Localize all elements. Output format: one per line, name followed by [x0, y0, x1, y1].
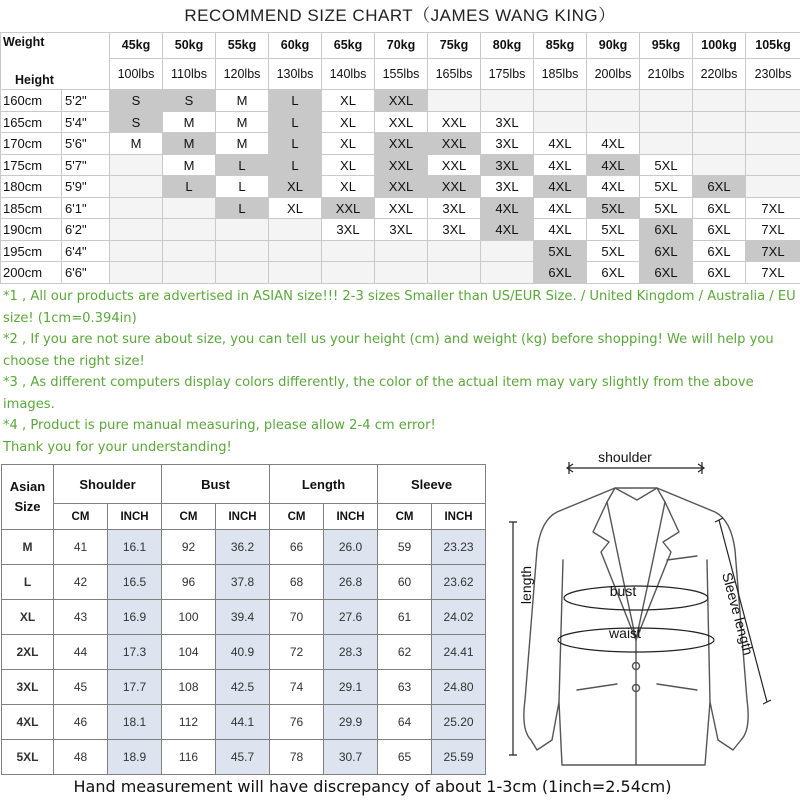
size-cell — [375, 262, 428, 284]
measure-size-cell: 2XL — [2, 635, 54, 670]
size-cell: 6XL — [640, 240, 693, 262]
weight-lbs-header: 185lbs — [534, 58, 587, 90]
cm-value-cell: 44 — [54, 635, 108, 670]
weight-lbs-header: 220lbs — [693, 58, 746, 90]
size-cell — [587, 90, 640, 112]
size-row — [1, 262, 800, 284]
weight-kg-header: 100kg — [693, 33, 746, 59]
size-cell — [640, 90, 693, 112]
weight-kg-header: 70kg — [375, 33, 428, 59]
inch-value-cell: 40.9 — [216, 635, 270, 670]
weight-kg-header: 95kg — [640, 33, 693, 59]
height-ft-cell: 6'6" — [62, 262, 110, 284]
size-cell: 4XL — [534, 154, 587, 176]
size-cell: 4XL — [534, 133, 587, 155]
size-cell: 6XL — [640, 262, 693, 284]
size-cell: 7XL — [746, 219, 800, 241]
size-chart-table — [0, 32, 800, 284]
cm-value-cell: 112 — [162, 705, 216, 740]
size-cell: 7XL — [746, 240, 800, 262]
size-cell: 6XL — [640, 219, 693, 241]
size-cell — [746, 90, 800, 112]
size-cell — [534, 90, 587, 112]
size-cell: XXL — [428, 111, 481, 133]
inch-value-cell: 25.59 — [432, 740, 486, 775]
size-cell: M — [163, 154, 216, 176]
size-cell — [428, 262, 481, 284]
footer-note: Hand measurement will have discrepancy of about 1-3cm (1inch=2.54cm) — [73, 777, 672, 796]
size-cell — [110, 176, 163, 198]
height-ft-cell: 6'1" — [62, 197, 110, 219]
size-cell — [746, 176, 800, 198]
weight-lbs-header: 100lbs — [110, 58, 163, 90]
measure-size-cell: 4XL — [2, 705, 54, 740]
cm-value-cell: 42 — [54, 565, 108, 600]
measure-row — [2, 565, 486, 600]
size-cell — [163, 240, 216, 262]
inch-value-cell: 24.41 — [432, 635, 486, 670]
cm-value-cell: 96 — [162, 565, 216, 600]
size-cell: 3XL — [375, 219, 428, 241]
inch-value-cell: 27.6 — [324, 600, 378, 635]
size-cell: XL — [322, 176, 375, 198]
size-cell: XL — [322, 111, 375, 133]
measure-group-header: Sleeve — [378, 465, 486, 504]
size-cell — [375, 240, 428, 262]
size-row — [1, 133, 800, 155]
size-cell — [693, 133, 746, 155]
inch-value-cell: 17.7 — [108, 670, 162, 705]
size-row — [1, 240, 800, 262]
height-ft-cell: 5'4" — [62, 111, 110, 133]
size-cell: M — [216, 133, 269, 155]
corner-weight-label: Weight — [3, 35, 45, 49]
size-cell — [693, 111, 746, 133]
size-cell: M — [163, 111, 216, 133]
corner-cell — [1, 33, 110, 90]
measure-group-header-row — [2, 465, 486, 504]
weight-lbs-header: 230lbs — [746, 58, 800, 90]
size-cell: XXL — [375, 176, 428, 198]
size-cell: XXL — [428, 176, 481, 198]
weight-kg-header: 90kg — [587, 33, 640, 59]
size-cell: L — [216, 154, 269, 176]
size-cell — [216, 240, 269, 262]
height-cm-cell: 200cm — [1, 262, 62, 284]
cm-value-cell: 65 — [378, 740, 432, 775]
size-cell: 3XL — [322, 219, 375, 241]
measurement-table — [1, 464, 486, 775]
weight-kg-header: 65kg — [322, 33, 375, 59]
cm-value-cell: 76 — [270, 705, 324, 740]
jacket-collar — [607, 488, 665, 640]
height-cm-cell: 160cm — [1, 90, 62, 112]
note-4: *4 , Product is pure manual measuring, please allow 2-4 cm error! — [3, 418, 436, 433]
weight-lbs-header: 155lbs — [375, 58, 428, 90]
size-cell: 6XL — [693, 219, 746, 241]
cm-value-cell: 100 — [162, 600, 216, 635]
weight-lbs-header: 120lbs — [216, 58, 269, 90]
size-cell: M — [216, 90, 269, 112]
inch-value-cell: 28.3 — [324, 635, 378, 670]
size-cell: 5XL — [587, 240, 640, 262]
size-cell: 4XL — [534, 219, 587, 241]
measure-size-cell: L — [2, 565, 54, 600]
weight-lbs-header: 175lbs — [481, 58, 534, 90]
inch-value-cell: 24.02 — [432, 600, 486, 635]
size-cell: XL — [322, 133, 375, 155]
weight-kg-header: 105kg — [746, 33, 800, 59]
size-cell — [640, 133, 693, 155]
size-cell: 5XL — [587, 219, 640, 241]
weight-lbs-header: 140lbs — [322, 58, 375, 90]
size-cell — [110, 154, 163, 176]
cm-value-cell: 60 — [378, 565, 432, 600]
size-cell: 4XL — [534, 197, 587, 219]
size-cell — [110, 240, 163, 262]
size-cell: XL — [322, 90, 375, 112]
size-cell: 6XL — [587, 262, 640, 284]
cm-value-cell: 78 — [270, 740, 324, 775]
size-cell: 3XL — [481, 154, 534, 176]
size-cell — [216, 262, 269, 284]
size-cell: 5XL — [640, 176, 693, 198]
weight-kg-header: 80kg — [481, 33, 534, 59]
measure-row — [2, 600, 486, 635]
unit-cm-header: CM — [378, 504, 432, 530]
height-cm-cell: 175cm — [1, 154, 62, 176]
size-cell: S — [163, 90, 216, 112]
cm-value-cell: 62 — [378, 635, 432, 670]
inch-value-cell: 18.1 — [108, 705, 162, 740]
size-cell: 3XL — [481, 133, 534, 155]
size-cell — [481, 240, 534, 262]
size-cell: M — [216, 111, 269, 133]
jacket-lapel — [593, 502, 679, 640]
weight-kg-row — [1, 33, 800, 59]
cm-value-cell: 74 — [270, 670, 324, 705]
measure-unit-row — [2, 504, 486, 530]
inch-value-cell: 24.80 — [432, 670, 486, 705]
weight-kg-header: 60kg — [269, 33, 322, 59]
cm-value-cell: 104 — [162, 635, 216, 670]
inch-value-cell: 26.8 — [324, 565, 378, 600]
note-2: *2 , If you are not sure about size, you can tell us your height (cm) and weight (kg) before shopping! We will help you choose the right size! — [3, 332, 774, 369]
size-cell: L — [269, 90, 322, 112]
size-cell: 3XL — [481, 111, 534, 133]
unit-cm-header: CM — [270, 504, 324, 530]
size-cell: 4XL — [481, 197, 534, 219]
size-cell — [322, 240, 375, 262]
notes — [3, 286, 798, 458]
measure-size-cell: XL — [2, 600, 54, 635]
size-cell — [110, 197, 163, 219]
size-cell: S — [110, 111, 163, 133]
unit-inch-header: INCH — [324, 504, 378, 530]
size-cell: 3XL — [428, 197, 481, 219]
length-label: length — [518, 565, 534, 605]
size-cell — [534, 111, 587, 133]
weight-kg-header: 55kg — [216, 33, 269, 59]
size-row — [1, 219, 800, 241]
size-cell: 5XL — [640, 197, 693, 219]
cm-value-cell: 46 — [54, 705, 108, 740]
size-cell — [746, 154, 800, 176]
size-cell: 5XL — [534, 240, 587, 262]
size-cell — [163, 262, 216, 284]
height-ft-cell: 5'9" — [62, 176, 110, 198]
weight-lbs-header: 165lbs — [428, 58, 481, 90]
weight-lbs-header: 130lbs — [269, 58, 322, 90]
size-cell: 4XL — [587, 133, 640, 155]
inch-value-cell: 29.9 — [324, 705, 378, 740]
cm-value-cell: 61 — [378, 600, 432, 635]
size-cell: 6XL — [693, 176, 746, 198]
weight-kg-header: 85kg — [534, 33, 587, 59]
size-row — [1, 90, 800, 112]
size-cell: L — [163, 176, 216, 198]
size-cell: M — [110, 133, 163, 155]
unit-inch-header: INCH — [432, 504, 486, 530]
note-thanks: Thank you for your understanding! — [3, 439, 232, 455]
size-cell: M — [163, 133, 216, 155]
size-cell: XXL — [375, 197, 428, 219]
jacket-diagram — [497, 440, 797, 775]
size-cell: XXL — [322, 197, 375, 219]
inch-value-cell: 30.7 — [324, 740, 378, 775]
size-cell: XXL — [428, 154, 481, 176]
inch-value-cell: 25.20 — [432, 705, 486, 740]
size-cell — [481, 262, 534, 284]
height-ft-cell: 5'6" — [62, 133, 110, 155]
cm-value-cell: 59 — [378, 530, 432, 565]
size-cell — [640, 111, 693, 133]
height-cm-cell: 165cm — [1, 111, 62, 133]
inch-value-cell: 23.23 — [432, 530, 486, 565]
measure-size-cell: 5XL — [2, 740, 54, 775]
measure-row — [2, 530, 486, 565]
cm-value-cell: 72 — [270, 635, 324, 670]
inch-value-cell: 23.62 — [432, 565, 486, 600]
height-ft-cell: 5'2" — [62, 90, 110, 112]
bust-label: bust — [609, 583, 637, 599]
measure-group-header: Length — [270, 465, 378, 504]
length-arrow — [509, 522, 517, 755]
asian-size-header-text: Asian Size — [9, 479, 46, 514]
note-3: *3 , As different computers display colors differently, the color of the actual item may vary slightly from the above images. — [3, 375, 754, 412]
weight-lbs-row — [1, 58, 800, 90]
cm-value-cell: 64 — [378, 705, 432, 740]
size-cell: XL — [269, 176, 322, 198]
corner-height-label: Height — [15, 73, 54, 88]
size-cell: 5XL — [640, 154, 693, 176]
size-cell: L — [269, 111, 322, 133]
weight-kg-header: 45kg — [110, 33, 163, 59]
size-cell: L — [216, 197, 269, 219]
inch-value-cell: 16.1 — [108, 530, 162, 565]
size-row — [1, 111, 800, 133]
height-cm-cell: 190cm — [1, 219, 62, 241]
size-cell — [269, 262, 322, 284]
size-cell: 3XL — [428, 219, 481, 241]
size-cell: S — [110, 90, 163, 112]
inch-value-cell: 42.5 — [216, 670, 270, 705]
inch-value-cell: 17.3 — [108, 635, 162, 670]
size-cell — [110, 262, 163, 284]
height-cm-cell: 195cm — [1, 240, 62, 262]
size-cell — [110, 219, 163, 241]
inch-value-cell: 37.8 — [216, 565, 270, 600]
cm-value-cell: 70 — [270, 600, 324, 635]
size-cell: XXL — [375, 90, 428, 112]
measure-group-header: Bust — [162, 465, 270, 504]
measure-size-cell: M — [2, 530, 54, 565]
inch-value-cell: 26.0 — [324, 530, 378, 565]
size-cell: 4XL — [587, 154, 640, 176]
size-cell: 5XL — [587, 197, 640, 219]
measure-row — [2, 705, 486, 740]
height-ft-cell: 6'4" — [62, 240, 110, 262]
cm-value-cell: 68 — [270, 565, 324, 600]
size-cell — [163, 219, 216, 241]
unit-cm-header: CM — [54, 504, 108, 530]
weight-kg-header: 50kg — [163, 33, 216, 59]
size-cell: 4XL — [481, 219, 534, 241]
size-cell: 3XL — [481, 176, 534, 198]
size-cell — [269, 219, 322, 241]
measure-row — [2, 670, 486, 705]
inch-value-cell: 39.4 — [216, 600, 270, 635]
size-cell — [428, 240, 481, 262]
cm-value-cell: 116 — [162, 740, 216, 775]
size-cell: L — [269, 133, 322, 155]
waist-label: waist — [609, 625, 641, 641]
size-cell: 7XL — [746, 197, 800, 219]
shoulder-label: shoulder — [598, 449, 652, 465]
size-cell: XXL — [428, 133, 481, 155]
size-cell: 4XL — [534, 176, 587, 198]
unit-inch-header: INCH — [108, 504, 162, 530]
sleeve-label: Sleeve length — [719, 570, 757, 657]
height-cm-cell: 170cm — [1, 133, 62, 155]
note-1: *1 , All our products are advertised in ASIAN size!!! 2-3 sizes Smaller than US/EUR Size. / United Kingdom / Australia / EU size! (1cm=0.394in) — [3, 289, 796, 326]
size-cell: 6XL — [693, 262, 746, 284]
size-cell: XXL — [375, 111, 428, 133]
cm-value-cell: 63 — [378, 670, 432, 705]
weight-lbs-header: 210lbs — [640, 58, 693, 90]
unit-cm-header: CM — [162, 504, 216, 530]
cm-value-cell: 48 — [54, 740, 108, 775]
size-cell: 6XL — [534, 262, 587, 284]
size-cell — [163, 197, 216, 219]
size-cell — [746, 111, 800, 133]
size-cell: XL — [322, 154, 375, 176]
weight-kg-header: 75kg — [428, 33, 481, 59]
unit-inch-header: INCH — [216, 504, 270, 530]
size-cell — [746, 133, 800, 155]
size-row — [1, 154, 800, 176]
height-cm-cell: 180cm — [1, 176, 62, 198]
size-cell: 6XL — [693, 197, 746, 219]
size-cell: L — [216, 176, 269, 198]
size-cell: 6XL — [693, 240, 746, 262]
cm-value-cell: 41 — [54, 530, 108, 565]
inch-value-cell: 36.2 — [216, 530, 270, 565]
size-cell — [693, 90, 746, 112]
height-cm-cell: 185cm — [1, 197, 62, 219]
size-cell: XXL — [375, 154, 428, 176]
measure-row — [2, 635, 486, 670]
size-row — [1, 176, 800, 198]
inch-value-cell: 45.7 — [216, 740, 270, 775]
inch-value-cell: 18.9 — [108, 740, 162, 775]
cm-value-cell: 43 — [54, 600, 108, 635]
inch-value-cell: 16.9 — [108, 600, 162, 635]
cm-value-cell: 92 — [162, 530, 216, 565]
size-cell — [322, 262, 375, 284]
size-cell: XXL — [375, 133, 428, 155]
size-cell — [216, 219, 269, 241]
height-ft-cell: 6'2" — [62, 219, 110, 241]
inch-value-cell: 44.1 — [216, 705, 270, 740]
size-cell: 4XL — [587, 176, 640, 198]
size-cell — [587, 111, 640, 133]
height-ft-cell: 5'7" — [62, 154, 110, 176]
size-cell — [481, 90, 534, 112]
size-cell — [693, 154, 746, 176]
chart-title: RECOMMEND SIZE CHART（JAMES WANG KING） — [184, 6, 616, 25]
size-cell — [269, 240, 322, 262]
weight-lbs-header: 110lbs — [163, 58, 216, 90]
inch-value-cell: 29.1 — [324, 670, 378, 705]
size-row — [1, 197, 800, 219]
asian-size-header — [2, 465, 54, 530]
measure-group-header: Shoulder — [54, 465, 162, 504]
weight-lbs-header: 200lbs — [587, 58, 640, 90]
cm-value-cell: 66 — [270, 530, 324, 565]
size-cell: 7XL — [746, 262, 800, 284]
cm-value-cell: 108 — [162, 670, 216, 705]
measure-row — [2, 740, 486, 775]
size-cell — [428, 90, 481, 112]
measure-size-cell: 3XL — [2, 670, 54, 705]
size-cell: XL — [269, 197, 322, 219]
inch-value-cell: 16.5 — [108, 565, 162, 600]
cm-value-cell: 45 — [54, 670, 108, 705]
size-cell: L — [269, 154, 322, 176]
